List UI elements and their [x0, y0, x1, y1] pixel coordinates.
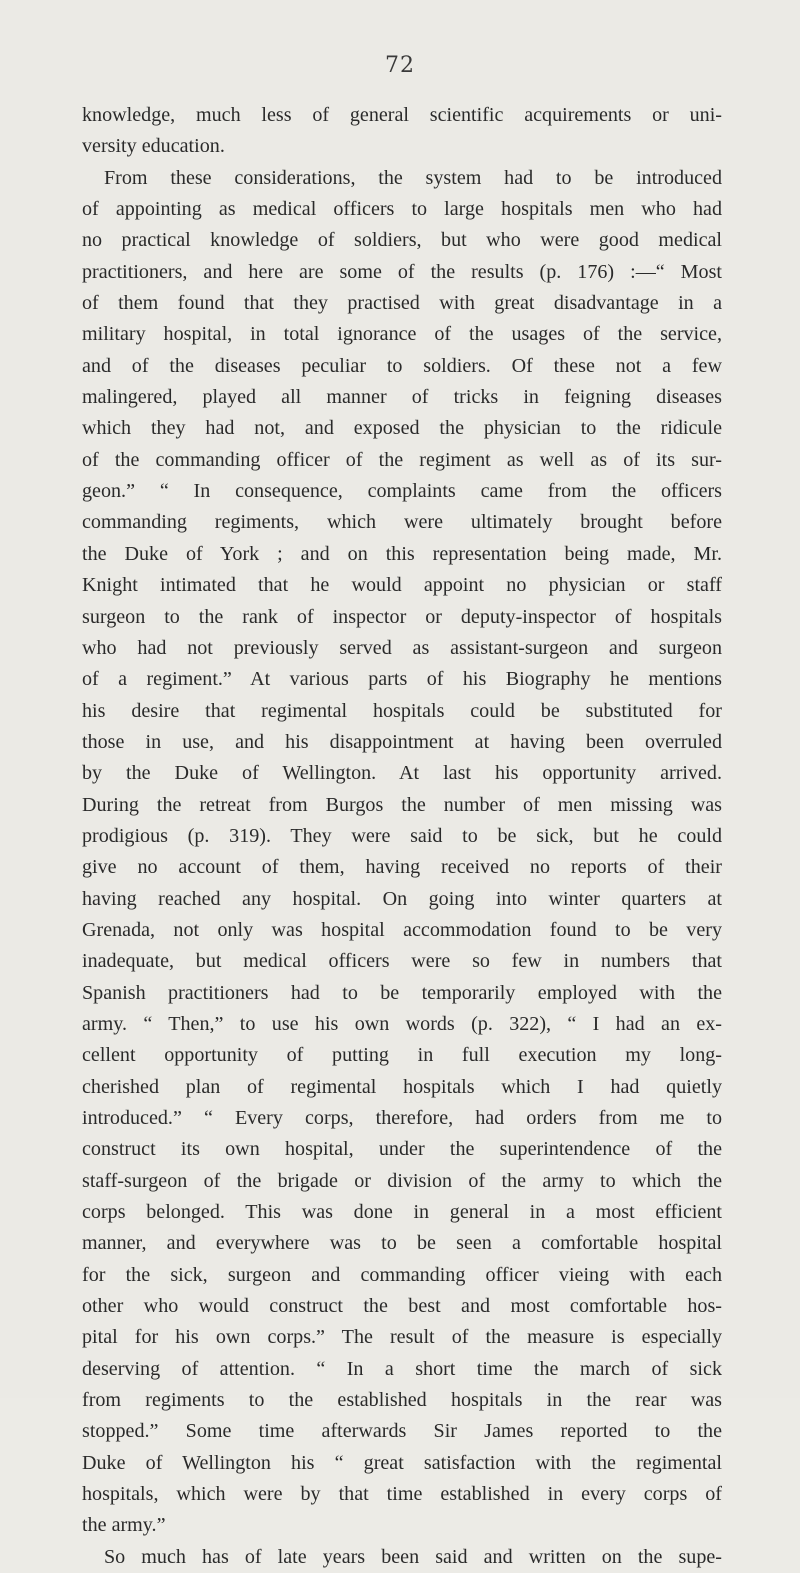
text-line: the army.” [82, 1514, 166, 1537]
text-line: geon.” “ In consequence, complaints came from the officers [82, 480, 722, 503]
text-line: staff-surgeon of the brigade or division of the army to which the [82, 1169, 722, 1192]
text-line: Grenada, not only was hospital accommodation found to be very [82, 918, 722, 941]
text-line: versity education. [82, 135, 225, 158]
text-line: Knight intimated that he would appoint no physician or staff [82, 574, 722, 597]
text-line: So much has of late years been said and written on the supe- [104, 1545, 722, 1568]
text-line: Spanish practitioners had to be temporarily employed with the [82, 981, 722, 1004]
text-line: practitioners, and here are some of the results (p. 176) :—“ Most [82, 260, 722, 283]
text-line: having reached any hospital. On going into winter quarters at [82, 887, 722, 910]
text-line: pital for his own corps.” The result of the measure is especially [82, 1326, 722, 1349]
text-line: of the commanding officer of the regiment as well as of its sur- [82, 448, 722, 471]
text-line: corps belonged. This was done in general in a most efficient [82, 1201, 722, 1224]
text-line: of a regiment.” At various parts of his Biography he mentions [82, 668, 722, 691]
body-text [82, 100, 722, 1573]
text-line: from regiments to the established hospitals in the rear was [82, 1389, 722, 1412]
text-line: hospitals, which were by that time established in every corps of [82, 1483, 722, 1506]
text-line: deserving of attention. “ In a short time the march of sick [82, 1357, 722, 1380]
text-line: manner, and everywhere was to be seen a comfortable hospital [82, 1232, 722, 1255]
text-line: knowledge, much less of general scientific acquirements or uni- [82, 104, 722, 126]
text-line: cherished plan of regimental hospitals which I had quietly [82, 1075, 722, 1098]
text-line: the Duke of York ; and on this representation being made, Mr. [82, 542, 722, 565]
text-line: inadequate, but medical officers were so few in numbers that [82, 950, 722, 973]
text-line: of appointing as medical officers to large hospitals men who had [82, 198, 722, 221]
text-line: construct its own hospital, under the superintendence of the [82, 1138, 722, 1161]
text-line: his desire that regimental hospitals could be substituted for [82, 699, 722, 722]
text-line: and of the diseases peculiar to soldiers. Of these not a few [82, 354, 722, 377]
text-line: give no account of them, having received no reports of their [82, 856, 722, 879]
text-line: stopped.” Some time afterwards Sir James reported to the [82, 1420, 722, 1443]
text-line: for the sick, surgeon and commanding officer vieing with each [82, 1263, 722, 1286]
page-number: 72 [385, 53, 415, 78]
text-line: who had not previously served as assistant-surgeon and surgeon [82, 636, 722, 659]
text-line: surgeon to the rank of inspector or deputy-inspector of hospitals [82, 605, 722, 628]
text-line: army. “ Then,” to use his own words (p. 322), “ I had an ex- [82, 1012, 722, 1035]
text-line: no practical knowledge of soldiers, but who were good medical [82, 229, 722, 252]
text-line: military hospital, in total ignorance of the usages of the service, [82, 323, 722, 346]
text-line: Duke of Wellington his “ great satisfaction with the regimental [82, 1451, 722, 1474]
text-line: introduced.” “ Every corps, therefore, had orders from me to [82, 1107, 722, 1129]
text-line: commanding regiments, which were ultimately brought before [82, 511, 722, 534]
text-line: those in use, and his disappointment at having been overruled [82, 730, 722, 753]
text-line: by the Duke of Wellington. At last his opportunity arrived. [82, 762, 722, 785]
text-line: other who would construct the best and most comfortable hos- [82, 1295, 722, 1318]
text-line: prodigious (p. 319). They were said to be sick, but he could [82, 824, 722, 847]
text-line: cellent opportunity of putting in full execution my long- [82, 1044, 722, 1067]
text-line: which they had not, and exposed the physician to the ridicule [82, 417, 722, 440]
text-line: From these considerations, the system had to be introduced [104, 166, 722, 189]
text-line: of them found that they practised with great disadvantage in a [82, 292, 722, 315]
text-line: During the retreat from Burgos the number of men missing was [82, 793, 722, 816]
text-line: malingered, played all manner of tricks in feigning diseases [82, 386, 722, 409]
